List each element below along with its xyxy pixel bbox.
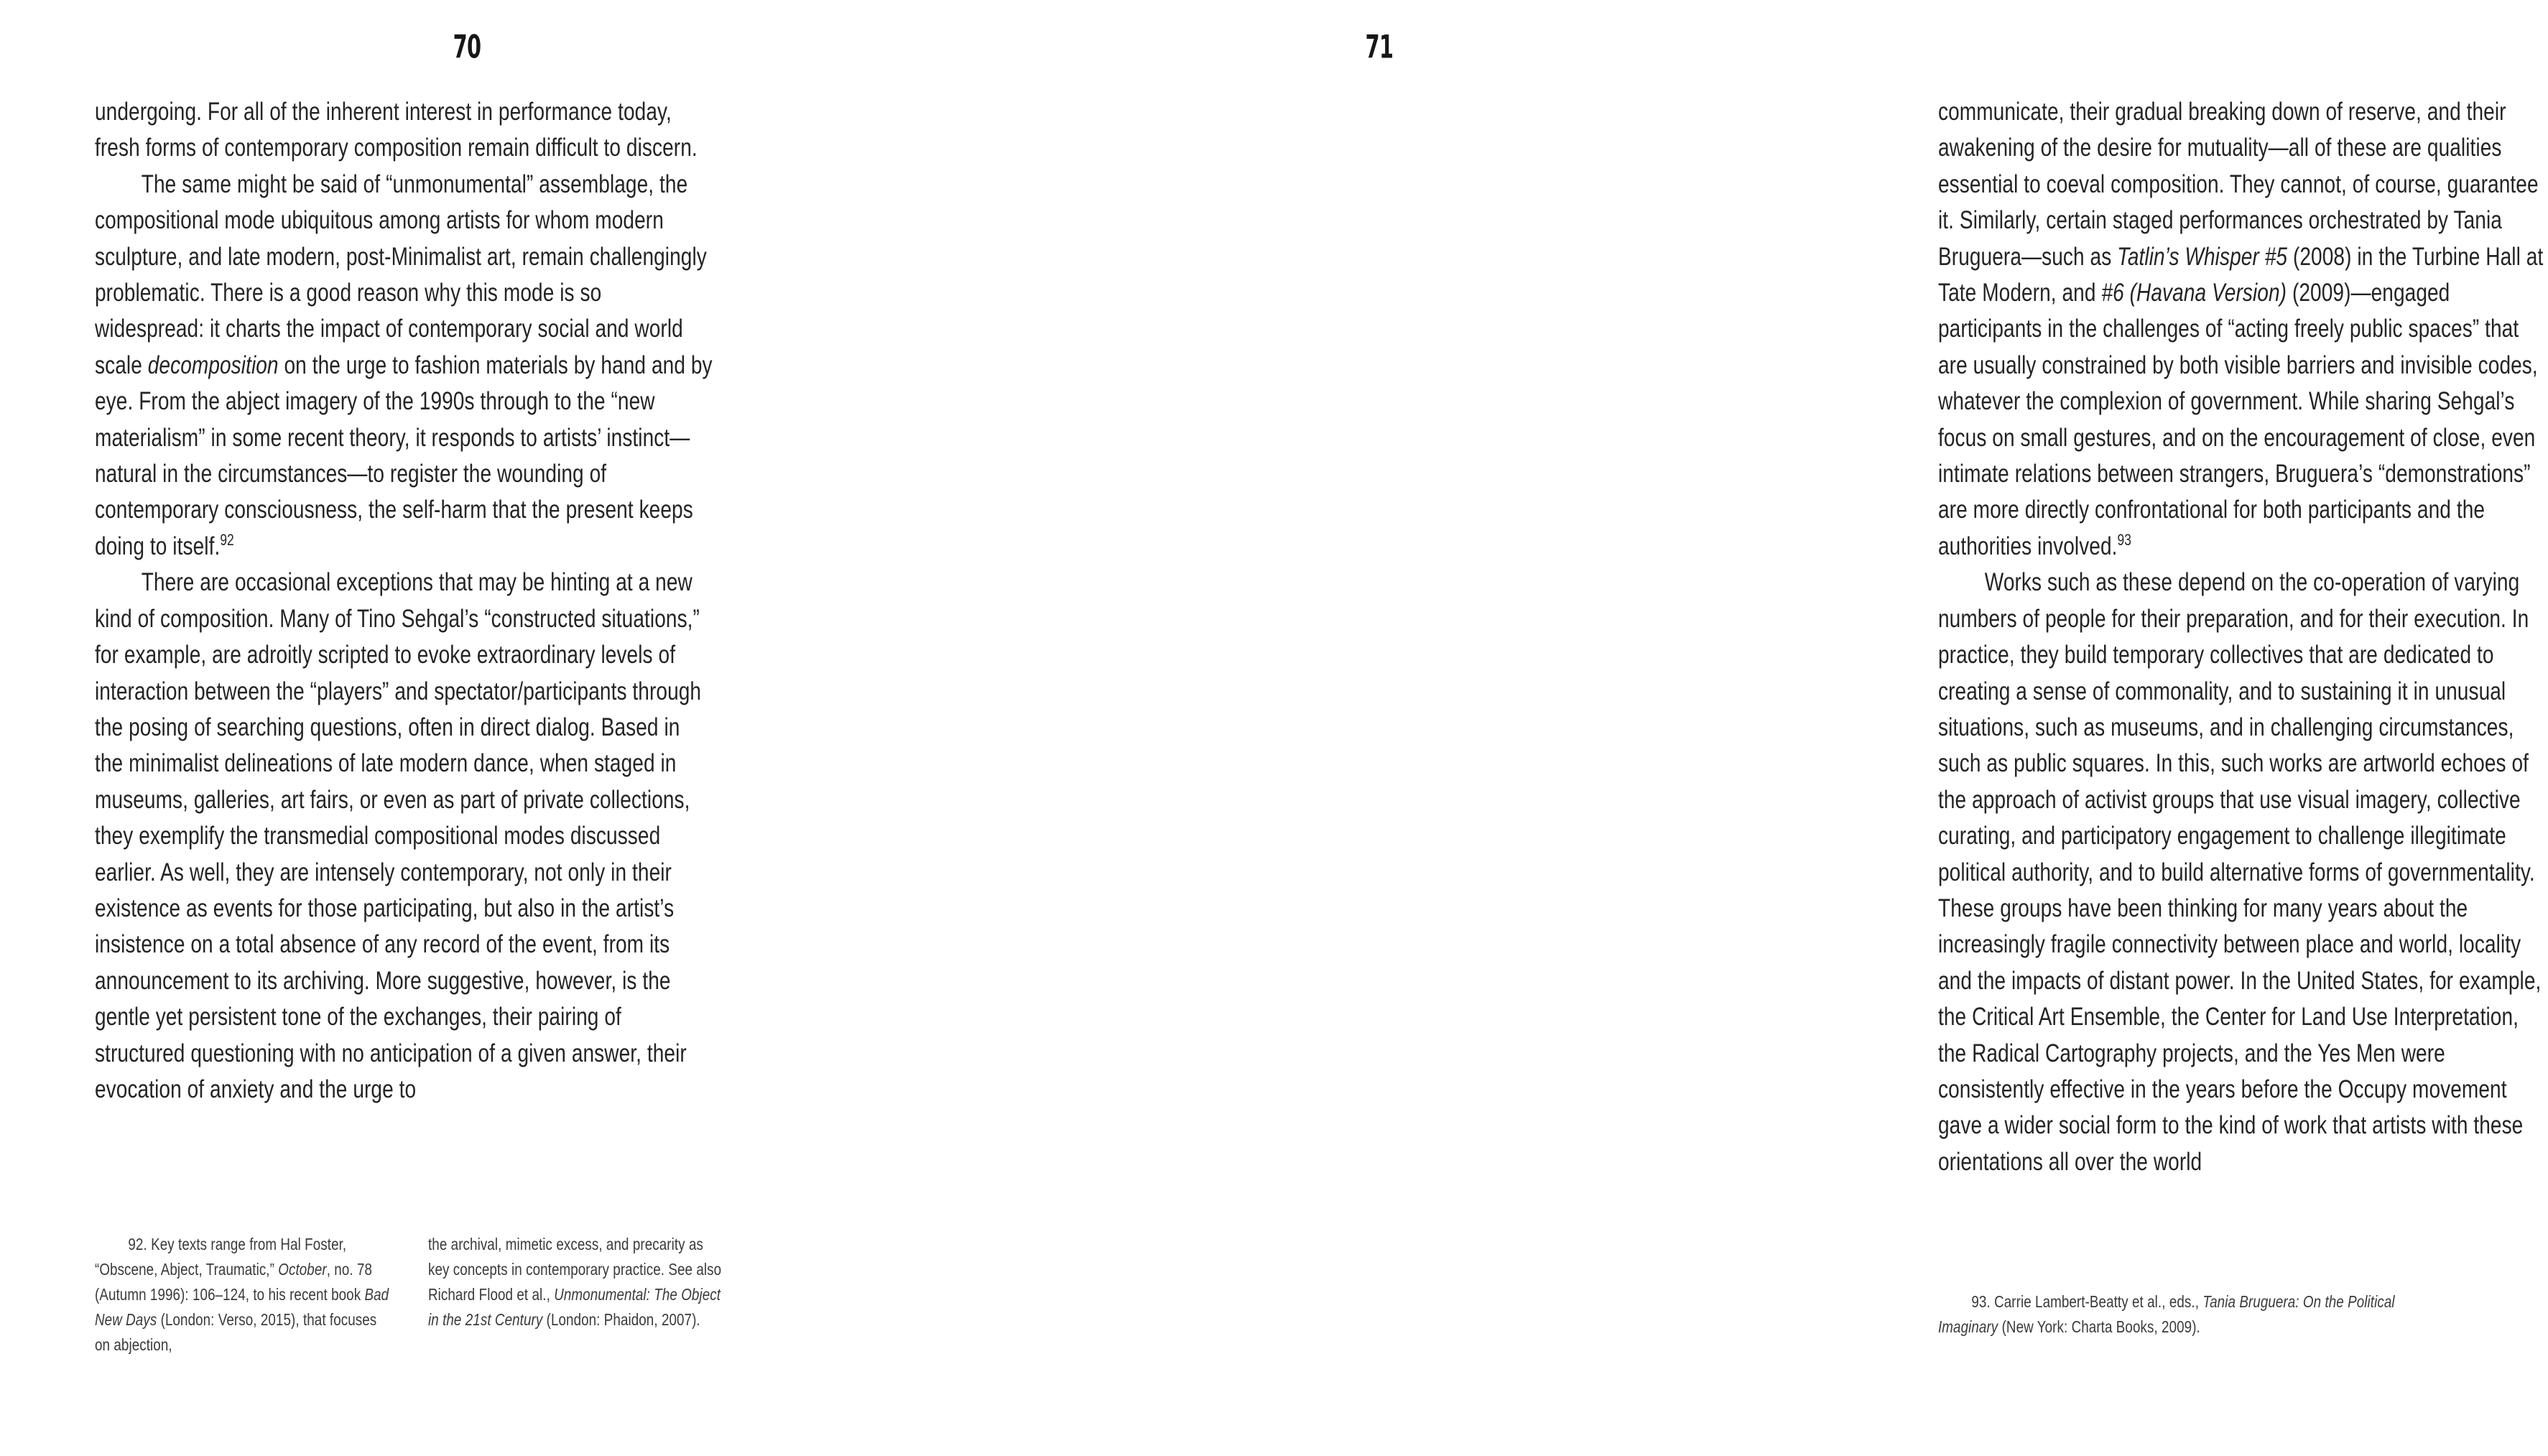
body-column-right	[1938, 93, 2548, 1179]
paragraph-left-2	[95, 166, 713, 564]
footnote-92-column-b	[428, 1232, 727, 1358]
paragraph-right-1	[1938, 93, 2548, 564]
italic-unmonumental: Unmonumental: The Object in the 21st Century	[428, 1285, 721, 1329]
footnote-92-mid: , no. 78 (Autumn 1996): 106–124, to his recent book	[95, 1260, 373, 1304]
paragraph-left-3-text: There are occasional exceptions that may be hinting at a new kind of composition. Many of Tino Sehgal’s “constructed situations,” for example, are adroitly scripted to evoke extraordinary levels of interaction between the “players” and spectator/participants through the posing of searching questions, often in direct dialog. Based in the minimalist delineations of late modern dance, when staged in museums, galleries, art fairs, or even as part of private collections, they exemplify the transmedial compositional modes discussed earlier. As well, they are intensely contemporary, not only in their existence as events for those participating, but also in the artist’s insistence on a total absence of any record of the event, from its announcement to its archiving. More suggestive, however, is the gentle yet persistent tone of the exchanges, their pairing of structured questioning with no anticipation of a given answer, their evocation of anxiety and the urge to	[95, 567, 702, 1103]
footnote-92-tail: (London: Verso, 2015), that focuses on abjection,	[95, 1310, 377, 1354]
footnote-92-column-a	[95, 1232, 394, 1358]
paragraph-right-1-part-c: (2009)—engaged participants in the challenges of “acting freely public spaces” that are usually constrained by both visible barriers and invisible codes, whatever the complexion of government. While sharing Sehgal’s focus on small gestures, and on the encouragement of close, even intimate relations between strangers, Bruguera’s “demonstrations” are more directly confrontational for both participants and the authorities involved.	[1938, 278, 2538, 560]
italic-bad-new-days: Bad New Days	[95, 1285, 389, 1329]
footnote-block-right	[1938, 1289, 2455, 1340]
italic-decomposition: decomposition	[147, 350, 279, 379]
body-column-left	[95, 93, 713, 1107]
footnote-92b-lead: the archival, mimetic excess, and precarity as key concepts in contemporary practice. See also Richard Flood et al.,	[428, 1235, 722, 1304]
paragraph-left-1	[95, 93, 713, 166]
page-left	[0, 0, 919, 1456]
footnote-92-lead: 92. Key texts range from Hal Foster, “Obscene, Abject, Traumatic,”	[95, 1235, 347, 1279]
footnote-93-tail: (New York: Charta Books, 2009).	[1998, 1317, 2200, 1336]
page-number-right: 71	[1365, 29, 1394, 66]
footnote-93-text	[1938, 1289, 2455, 1340]
paragraph-left-2-part-b: on the urge to fashion materials by hand and by eye. From the abject imagery of the 1990s through to the “new materialism” in some recent theory, it responds to artists’ instinct—natural in the circumstances—to register the wounding of contemporary consciousness, the self-harm that the present keeps doing to itself.	[95, 350, 713, 560]
footnote-93-lead: 93. Carrie Lambert-Beatty et al., eds.,	[1971, 1292, 2203, 1311]
footnote-92-text-a	[95, 1232, 394, 1358]
italic-tatlins-whisper: Tatlin’s Whisper #5	[2117, 241, 2288, 271]
footnote-marker-93[interactable]: 93	[2117, 531, 2131, 550]
page-right	[919, 0, 2544, 1456]
footnote-marker-92[interactable]: 92	[220, 531, 234, 550]
paragraph-left-1-text: undergoing. For all of the inherent interest in performance today, fresh forms of contemporary composition remain difficult to discern.	[95, 97, 698, 162]
paragraph-right-2-text: Works such as these depend on the co-operation of varying numbers of people for their preparation, and for their execution. In practice, they build temporary collectives that are dedicated to creating a sense of commonality, and to sustaining it in unusual situations, such as museums, and in challenging circumstances, such as public squares. In this, such works are artworld echoes of the approach of activist groups that use visual imagery, collective curating, and participatory engagement to challenge illegitimate political authority, and to build alternative forms of governmentality. These groups have been thinking for many years about the increasingly fragile connectivity between place and world, locality and the impacts of distant power. In the United States, for example, the Critical Art Ensemble, the Center for Land Use Interpretation, the Radical Cartography projects, and the Yes Men were consistently effective in the years before the Occupy movement gave a wider social form to the kind of work that artists with these orientations all over the world	[1938, 567, 2542, 1176]
paragraph-left-3	[95, 564, 713, 1107]
italic-tania-bruguera: Tania Bruguera: On the Political Imaginary	[1938, 1292, 2395, 1336]
footnote-92-text-b	[428, 1232, 727, 1332]
paragraph-right-1-part-a: communicate, their gradual breaking down of reserve, and their awakening of the desire for mutuality—all of these are qualities essential to coeval composition. They cannot, of course, guarantee it. Similarly, certain staged performances orchestrated by Tania Bruguera—such as	[1938, 97, 2539, 271]
paragraph-right-2	[1938, 564, 2548, 1179]
page-number-left: 70	[453, 29, 481, 66]
paragraph-right-1-part-b: (2008) in the Turbine Hall at Tate Modern, and	[1938, 241, 2544, 307]
italic-october: October	[278, 1260, 327, 1279]
footnote-92b-tail: (London: Phaidon, 2007).	[542, 1310, 700, 1329]
footnote-block-left	[95, 1232, 761, 1358]
paragraph-left-2-part-a: The same might be said of “unmonumental” assemblage, the compositional mode ubiquitous among artists for whom modern sculpture, and late modern, post-Minimalist art, remain challengingly problematic. There is a good reason why this mode is so widespread: it charts the impact of contemporary social and world scale	[95, 169, 707, 379]
italic-havana-version: #6 (Havana Version)	[2101, 278, 2287, 307]
